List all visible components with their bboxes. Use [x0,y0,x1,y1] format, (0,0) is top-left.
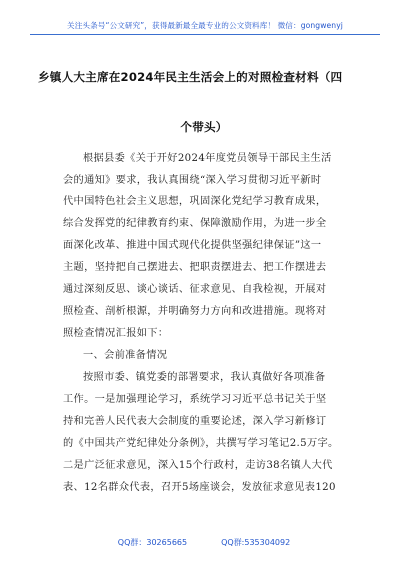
section-heading-1: 一、会前准备情况 [83,350,168,361]
footer-qq-groups [0,537,408,548]
body-line-12: 工作。一是加强理论学习，系统学习习近平总书记关于坚 [63,394,327,405]
body-line-7: 通过深刻反思、谈心谈话、征求意见、自我检视，开展对 [63,284,327,295]
header-promo-banner [30,20,380,35]
footer-qq-group-2: QQ群:535304092 [221,538,291,547]
body-line-5: 面深化改革、推进中国式现代化提供坚强纪律保证”这一 [63,240,322,251]
body-line-1: 根据县委《关于开好2024年度党员领导干部民主生活 [83,153,332,164]
body-line-16: 表、12名群众代表，召开5场座谈会，发放征求意见表120 [63,482,336,493]
body-line-6: 主题，坚持把自己摆进去、把职责摆进去、把工作摆进去 [63,262,327,273]
body-line-15: 二是广泛征求意见，深入15个行政村，走访38名镇人大代 [63,460,333,471]
body-line-8: 照检查、剖析根源，并明确努力方向和改进措施。现将对 [63,306,327,317]
body-line-2: 会的通知》要求，我认真围绕“深入学习贯彻习近平新时 [63,175,322,186]
body-line-9: 照检查情况汇报如下： [63,328,169,339]
body-line-11: 按照市委、镇党委的部署要求，我认真做好各项准备 [83,372,326,383]
body-line-4: 综合发挥党的纪律教育约束、保障激励作用，为进一步全 [63,218,327,229]
body-line-14: 的《中国共产党纪律处分条例》，共撰写学习笔记2.5万字。 [63,438,339,449]
body-line-3: 代中国特色社会主义思想，巩固深化党纪学习教育成果， [63,196,327,207]
document-title-line-2: 个带头） [180,120,228,134]
header-promo-text: 关注头条号“公文研究”，获得最新最全最专业的公文资料库！ 微信：gongwenyj [67,21,343,30]
body-line-13: 持和完善人民代表大会制度的重要论述，深入学习新修订 [63,416,327,427]
document-title-line-1: 乡镇人大主席在2024年民主生活会上的对照检查材料（四 [38,70,343,84]
footer-qq-group-1: QQ群：30265665 [117,538,188,547]
